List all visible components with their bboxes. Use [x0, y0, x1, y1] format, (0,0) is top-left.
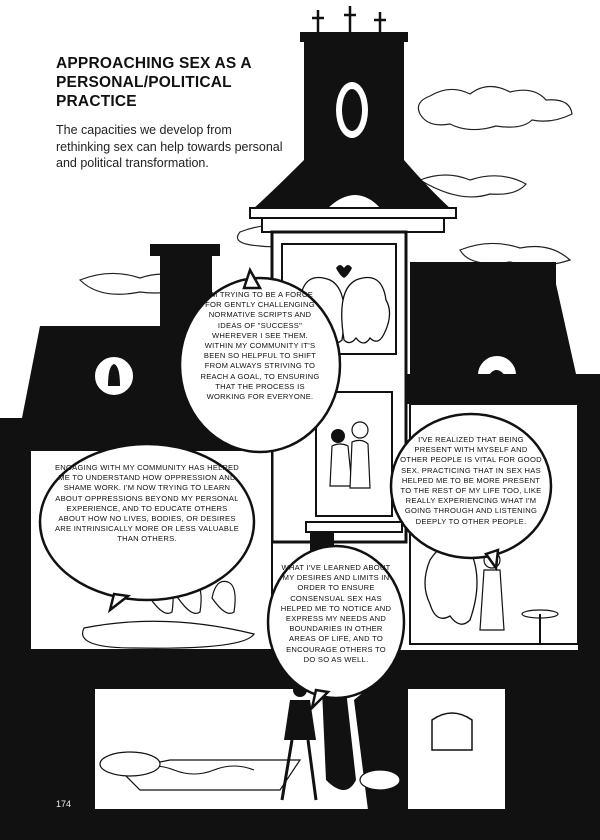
speech-bubble-community-oppression: ENGAGING WITH MY COMMUNITY HAS HELPED ME TO UNDERSTAND HOW OPPRESSION AND SHAME WORK. I'M NOW TRYING TO LEARN ABOUT OPPRESSIONS BEYOND MY PERSONAL EXPERIENCE, AND TO EDUCATE OTHERS ABOUT HOW NO LIVES, BODIES, OR DESIRES ARE INTRINSICALLY MORE OR LESS VALUABLE THAN OTHERS.: [54, 463, 240, 544]
speech-bubble-consent-boundaries: WHAT I'VE LEARNED ABOUT MY DESIRES AND LIMITS IN ORDER TO ENSURE CONSENSUAL SEX HAS HELPED ME TO NOTICE AND EXPRESS MY NEEDS AND BOUNDARIES IN OTHER AREAS OF LIFE, AND TO ENCOURAGE OTHERS TO DO SO AS WELL.: [280, 563, 392, 664]
intro-text: The capacities we develop from rethinking sex can help towards personal and political transformation.: [56, 123, 283, 170]
tower-crosses: [312, 6, 386, 34]
speech-bubble-being-present: I'VE REALIZED THAT BEING PRESENT WITH MYSELF AND OTHER PEOPLE IS VITAL FOR GOOD SEX. PRACTICING THAT IN SEX HAS HELPED ME TO BE MORE PRESENT TO THE REST OF MY LIFE TOO, LIKE REALLY EXPERIENCING WHAT I'M GOING THROUGH AND LISTENING DEEPLY TO OTHER PEOPLE.: [400, 435, 542, 526]
page-number: 174: [56, 799, 72, 809]
page-title: APPROACHING SEX AS A PERSONAL/POLITICAL PRACTICE: [56, 55, 252, 110]
speech-bubble-force-for-change: I'M TRYING TO BE A FORCE FOR GENTLY CHALLENGING NORMATIVE SCRIPTS AND IDEAS OF "SUCCESS" WHEREVER I SEE THEM. WITHIN MY COMMUNITY IT'S BEEN SO HELPFUL TO SHIFT FROM ALWAYS STRIVING TO REACH A GOAL, TO ENSURING THAT THE PROCESS IS WORKING FOR EVERYONE.: [200, 290, 320, 402]
